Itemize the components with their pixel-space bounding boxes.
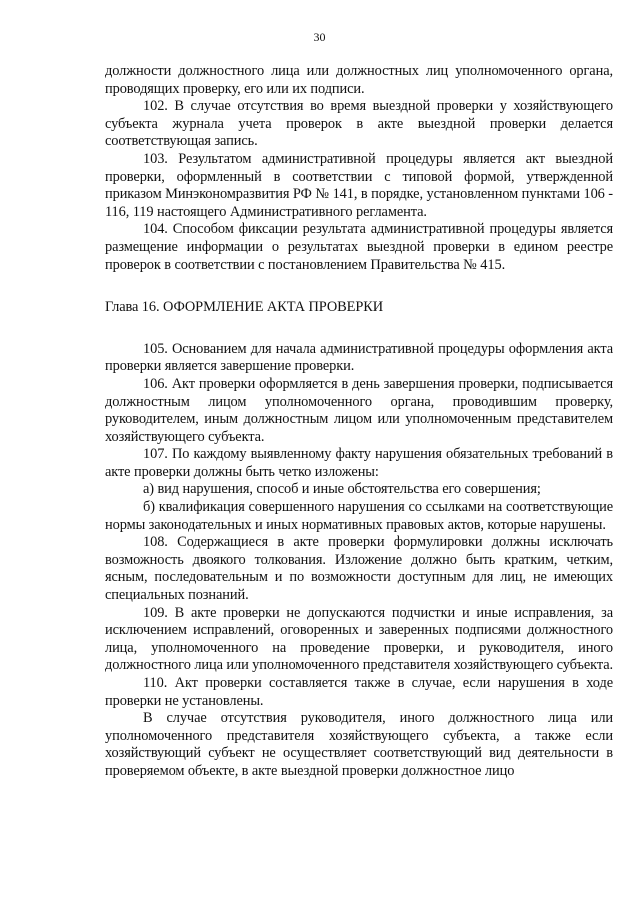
paragraph-105: 105. Основанием для начала административной процедуры оформления акта проверки является завершение проверки. bbox=[105, 340, 613, 375]
paragraph-110: 110. Акт проверки составляется также в случае, если нарушения в ходе проверки не установлены. bbox=[105, 675, 613, 709]
list-item-a: а) вид нарушения, способ и иные обстоятельства его совершения; bbox=[143, 481, 541, 498]
paragraph-107: 107. По каждому выявленному факту нарушения обязательных требований в акте проверки должны быть четко изложены: bbox=[105, 446, 613, 480]
paragraph-108: 108. Содержащиеся в акте проверки формулировки должны исключать возможность двоякого толкования. Изложение должно быть кратким, четким, ясным, последовательным и по возможности доступным для лиц, не имеющих специальных познаний. bbox=[105, 534, 613, 604]
paragraph-103: 103. Результатом административной процедуры является акт выездной проверки, оформленный в соответствии с типовой формой, утвержденной приказом Минэкономразвития РФ № 141, в порядке, установленном пунктами 106 - 116, 119 настоящего Административного регламента. bbox=[105, 150, 613, 220]
paragraph-104: 104. Способом фиксации результата административной процедуры является размещение информации о результатах выездной проверки в едином реестре проверок в соответствии с постановлением Правительства № 415. bbox=[105, 221, 613, 273]
document-body bbox=[105, 63, 613, 781]
list-item-b: б) квалификация совершенного нарушения со ссылками на соответствующие нормы законодательных и иных нормативных правовых актов, которые нарушены. bbox=[105, 499, 613, 533]
page-number: 30 bbox=[313, 30, 326, 44]
paragraph-continuation: должности должностного лица или должностных лиц уполномоченного органа, проводящих проверку, его или их подписи. bbox=[105, 63, 613, 97]
paragraph-110-continuation: В случае отсутствия руководителя, иного должностного лица или уполномоченного представителя хозяйствующего субъекта, а также если хозяйствующий субъект не осуществляет соответствующий вид деятельности в проверяемом объекте, в акте выездной проверки должностное лицо bbox=[105, 710, 613, 779]
paragraph-102: 102. В случае отсутствия во время выездной проверки у хозяйствующего субъекта журнала учета проверок в акте выездной проверки делается соответствующая запись. bbox=[105, 98, 613, 150]
paragraph-106: 106. Акт проверки оформляется в день завершения проверки, подписывается должностным лицом уполномоченного органа, проводившим проверку, руководителем, иным должностным лицом или уполномоченным представителем хозяйствующего субъекта. bbox=[105, 375, 613, 445]
paragraph-109: 109. В акте проверки не допускаются подчистки и иные исправления, за исключением исправлений, оговоренных и заверенных подписями должностного лица, уполномоченного на проведение проверки, и руководителя, иного должностного лица или уполномоченного представителя хозяйствующего субъекта. bbox=[105, 604, 614, 674]
chapter-heading: Глава 16. ОФОРМЛЕНИЕ АКТА ПРОВЕРКИ bbox=[105, 299, 384, 316]
